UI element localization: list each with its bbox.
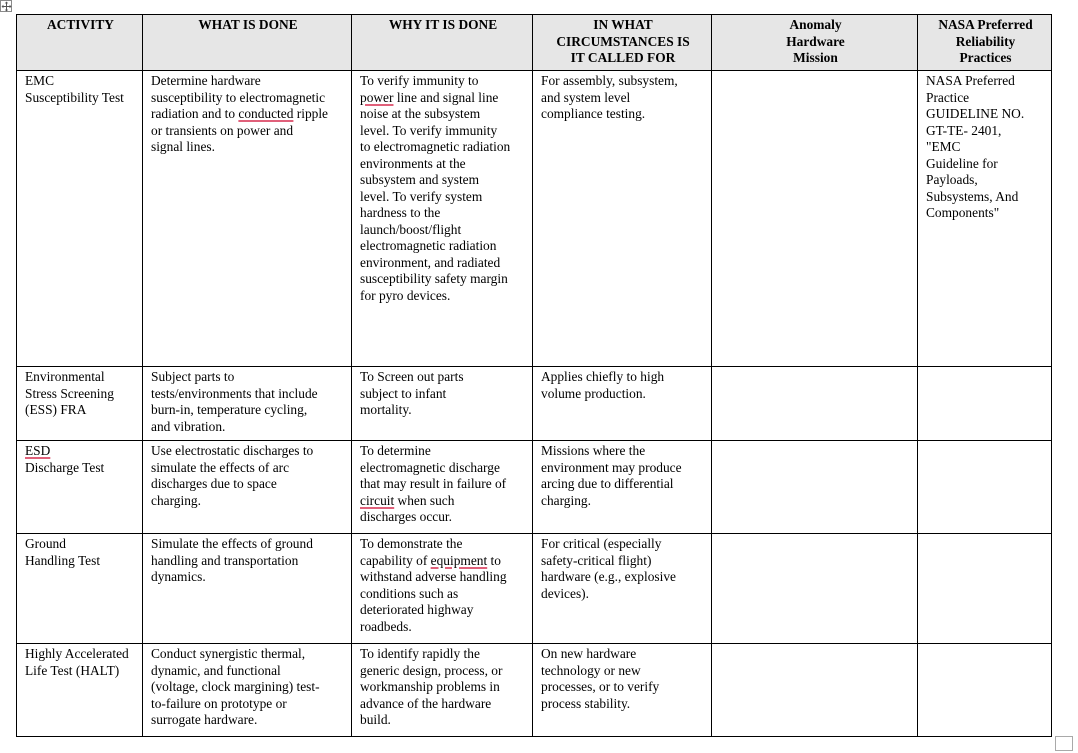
text-run: line and signal line noise at the subsystem level. To verify immunity to electromagnetic radiation environments at the subsystem and system level. To verify system hardness to the launch/boost/flight electromagnetic radiation environment, and radiated susceptibility safety margin for pyro devices. <box>360 89 511 303</box>
cell-anomaly[interactable] <box>712 71 918 367</box>
text-run: ripple or transients on power and signal lines. <box>151 106 329 154</box>
text-run: Determine hardware susceptibility to electromagnetic radiation and to <box>151 73 326 121</box>
header-nasa-practices: NASA Preferred Reliability Practices <box>918 15 1052 71</box>
cell-anomaly[interactable] <box>712 367 918 441</box>
cell-circumstances[interactable]: For critical (especially safety-critical flight) hardware (e.g., explosive devices). <box>533 534 712 644</box>
cell-what[interactable]: Subject parts to tests/environments that include burn-in, temperature cycling, and vibration. <box>143 367 352 441</box>
table-row <box>17 644 1052 737</box>
cell-why[interactable]: To identify rapidly the generic design, process, or workmanship problems in advance of the hardware build. <box>352 644 533 737</box>
cell-what[interactable]: Use electrostatic discharges to simulate the effects of arc discharges due to space charging. <box>143 441 352 534</box>
cell-circumstances[interactable]: For assembly, subsystem, and system level compliance testing. <box>533 71 712 367</box>
text-run: to withstand adverse handling conditions such as deteriorated highway roadbeds. <box>360 552 507 634</box>
cell-nasa[interactable] <box>918 644 1052 737</box>
header-what-is-done: WHAT IS DONE <box>143 15 352 71</box>
cell-activity[interactable]: EMC Susceptibility Test <box>17 71 143 367</box>
text-run: To demonstrate the capability of <box>360 536 463 568</box>
cell-what[interactable]: Simulate the effects of ground handling and transportation dynamics. <box>143 534 352 644</box>
table-row <box>17 441 1052 534</box>
cell-nasa[interactable] <box>918 534 1052 644</box>
cell-why[interactable]: To Screen out parts subject to infant mortality. <box>352 367 533 441</box>
header-why-it-is-done: WHY IT IS DONE <box>352 15 533 71</box>
spellcheck-word[interactable]: conducted <box>238 106 294 121</box>
cell-why[interactable] <box>352 71 533 367</box>
table-resize-handle[interactable] <box>1055 736 1073 751</box>
cell-why[interactable] <box>352 534 533 644</box>
cell-nasa[interactable] <box>918 367 1052 441</box>
spellcheck-word[interactable]: power <box>360 89 394 105</box>
cell-activity[interactable] <box>17 441 143 534</box>
reliability-testing-table <box>16 14 1052 737</box>
cell-why[interactable] <box>352 441 533 534</box>
header-circumstances: IN WHAT CIRCUMSTANCES IS IT CALLED FOR <box>533 15 712 71</box>
cell-anomaly[interactable] <box>712 644 918 737</box>
header-anomaly-hardware-mission: Anomaly Hardware Mission <box>712 15 918 71</box>
cell-activity[interactable]: Environmental Stress Screening (ESS) FRA <box>17 367 143 441</box>
cell-what[interactable] <box>143 71 352 367</box>
cell-circumstances[interactable]: Applies chiefly to high volume production. <box>533 367 712 441</box>
cell-anomaly[interactable] <box>712 534 918 644</box>
cell-activity[interactable]: Highly Accelerated Life Test (HALT) <box>17 644 143 737</box>
table-move-handle[interactable] <box>0 0 12 12</box>
cell-circumstances[interactable]: Missions where the environment may produce arcing due to differential charging. <box>533 441 712 534</box>
cell-nasa[interactable] <box>918 441 1052 534</box>
cell-anomaly[interactable] <box>712 441 918 534</box>
text-run: To determine electromagnetic discharge that may result in failure of <box>360 443 507 491</box>
table-row <box>17 534 1052 644</box>
header-row <box>17 15 1052 71</box>
text-run: To verify immunity to <box>360 73 479 88</box>
cell-nasa[interactable]: NASA Preferred Practice GUIDELINE NO. GT-TE- 2401, "EMC Guideline for Payloads, Subsystems, And Components" <box>918 71 1052 367</box>
move-arrows-icon <box>1 1 12 12</box>
spellcheck-word[interactable]: ESD <box>25 443 51 458</box>
header-activity: ACTIVITY <box>17 15 143 71</box>
table-row <box>17 71 1052 367</box>
spellcheck-word[interactable]: equipment <box>430 552 488 568</box>
cell-activity[interactable]: Ground Handling Test <box>17 534 143 644</box>
cell-what[interactable]: Conduct synergistic thermal, dynamic, and functional (voltage, clock margining) test- to-failure on prototype or surrogate hardware. <box>143 644 352 737</box>
text-run: when such discharges occur. <box>360 492 455 524</box>
text-run: Discharge Test <box>25 459 105 475</box>
cell-circumstances[interactable]: On new hardware technology or new processes, or to verify process stability. <box>533 644 712 737</box>
table-row <box>17 367 1052 441</box>
spellcheck-word[interactable]: circuit <box>360 492 395 508</box>
